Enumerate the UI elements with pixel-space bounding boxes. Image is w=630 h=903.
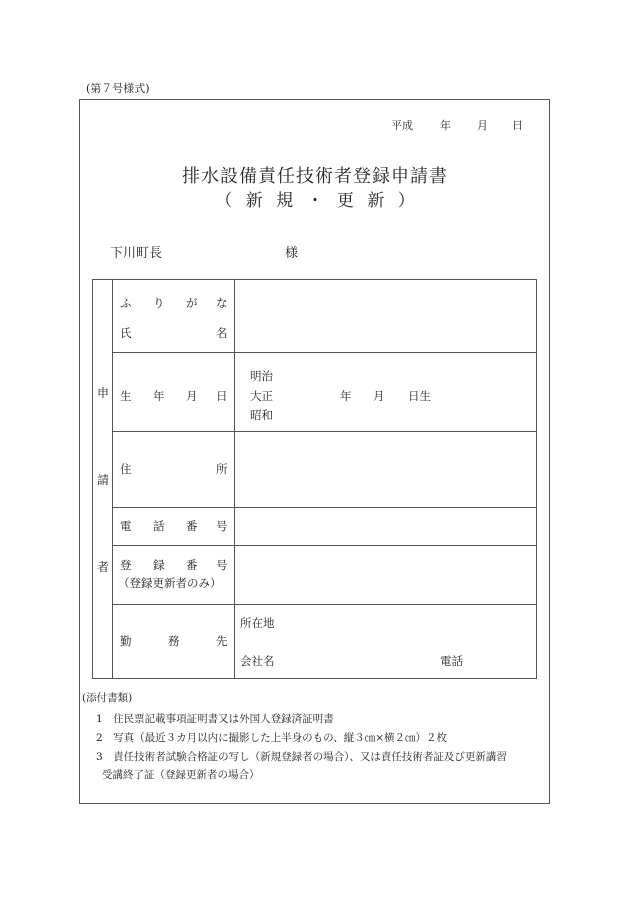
workplace-label-char: 務: [168, 634, 180, 648]
registration-label-char: 番: [186, 558, 198, 572]
phone-label-char: 号: [216, 519, 228, 533]
furigana-char: が: [186, 296, 198, 310]
date-year: 年: [440, 119, 451, 132]
furigana-char: な: [216, 296, 228, 310]
birthdate-label-char: 年: [153, 389, 165, 403]
birth-month-unit: 月: [373, 389, 385, 403]
attachment-item: 2 写真（最近３カ月以内に撮影した上半身のもの、縦３㎝×横２㎝）２枚: [96, 732, 448, 744]
addressee-honorific: 様: [285, 246, 299, 261]
row-divider: [112, 545, 537, 546]
addressee-name: 下川町長: [110, 246, 163, 261]
birthdate-label-char: 生: [120, 389, 132, 403]
subtitle-char: 規: [276, 191, 294, 211]
era-option: 大正: [250, 389, 273, 403]
row-divider: [112, 431, 537, 432]
era-option: 昭和: [250, 408, 273, 422]
birthdate-label-char: 月: [186, 389, 198, 403]
era-option: 明治: [250, 369, 273, 383]
applicant-label-char: 申: [97, 386, 110, 400]
applicant-label-char: 者: [97, 560, 110, 574]
date-month: 月: [477, 119, 488, 132]
row-divider: [112, 507, 537, 508]
subtitle-char: ）: [397, 191, 415, 211]
workplace-company-label: 会社名: [240, 654, 275, 668]
registration-note: （登録更新者のみ）: [118, 576, 222, 590]
name-label-char: 名: [216, 326, 228, 340]
applicant-label-char: 請: [97, 473, 110, 487]
furigana-char: ふ: [120, 296, 132, 310]
workplace-label-char: 勤: [120, 634, 132, 648]
row-divider: [112, 604, 537, 605]
attachment-item: 3 責任技術者試験合格証の写し（新規登録者の場合）、又は責任技術者証及び更新講習: [96, 751, 507, 763]
date-era: 平成: [391, 119, 413, 132]
birth-day-unit: 日生: [408, 389, 431, 403]
workplace-location-label: 所在地: [240, 616, 275, 630]
attachment-item-continuation: 受講終了証（登録更新者の場合）: [102, 769, 260, 781]
date-day: 日: [512, 119, 523, 132]
row-divider: [112, 352, 537, 353]
phone-label-char: 話: [153, 519, 165, 533]
column-divider: [112, 280, 113, 678]
workplace-label-char: 先: [216, 634, 228, 648]
furigana-char: り: [153, 296, 165, 310]
registration-label-char: 録: [153, 558, 165, 572]
address-label-char: 所: [216, 462, 228, 476]
registration-label-char: 登: [120, 558, 132, 572]
workplace-phone-label: 電話: [440, 654, 463, 668]
subtitle-char: （: [215, 191, 233, 211]
subtitle-char: ・: [306, 191, 324, 211]
birth-year-unit: 年: [340, 389, 352, 403]
form-number: (第７号様式): [86, 82, 150, 95]
document-title: 排水設備責任技術者登録申請書: [182, 166, 448, 187]
registration-label-char: 号: [216, 558, 228, 572]
birthdate-label-char: 日: [216, 389, 228, 403]
phone-label-char: 電: [120, 519, 132, 533]
attachments-heading: (添付書類): [82, 692, 133, 704]
subtitle-char: 新: [245, 191, 263, 211]
attachment-item: 1 住民票記載事項証明書又は外国人登録済証明書: [96, 713, 334, 725]
column-divider: [234, 280, 235, 678]
phone-label-char: 番: [186, 519, 198, 533]
name-label-char: 氏: [120, 326, 132, 340]
applicant-table: [92, 279, 537, 679]
address-label-char: 住: [120, 462, 132, 476]
subtitle-char: 新: [367, 191, 385, 211]
subtitle-char: 更: [336, 191, 354, 211]
document-subtitle: [0, 186, 630, 211]
